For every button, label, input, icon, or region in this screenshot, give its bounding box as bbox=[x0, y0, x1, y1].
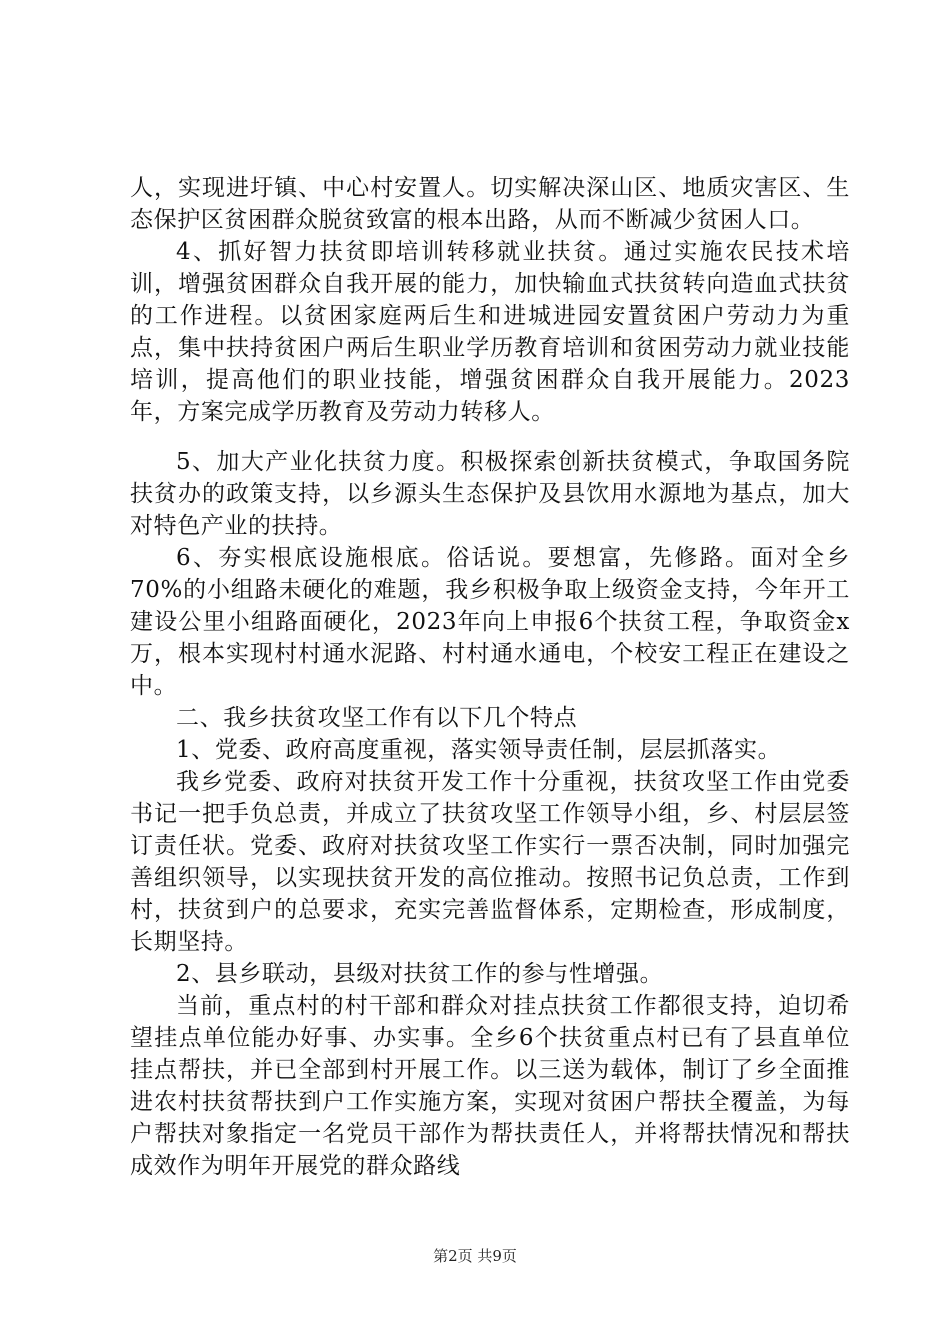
paragraph-gap bbox=[130, 428, 850, 446]
page-number-footer: 第2页 共9页 bbox=[433, 1247, 517, 1265]
feature-paragraph-1: 我乡党委、政府对扶贫开发工作十分重视，扶贫攻坚工作由党委书记一把手负总责，并成立了扶贫攻坚工作领导小组，乡、村层层签订责任状。党委、政府对扶贫攻坚工作实行一票否决制，同时加强完善组织领导，以实现扶贫开发的高位推动。按照书记负总责，工作到村，扶贫到户的总要求，充实完善监督体系，定期检查，形成制度，长期坚持。 bbox=[130, 769, 850, 955]
feature-heading-1: 1、党委、政府高度重视，落实领导责任制，层层抓落实。 bbox=[176, 737, 782, 763]
paragraph-item-6: 6、夯实根底设施根底。俗话说。要想富，先修路。面对全乡70%的小组路未硬化的难题，我乡积极争取上级资金支持，今年开工建设公里小组路面硬化，2023年向上申报6个扶贫工程，争取资金x万，根本实现村村通水泥路、村村通水通电，个校安工程正在建设之中。 bbox=[130, 545, 850, 699]
section-heading-2: 二、我乡扶贫攻坚工作有以下几个特点 bbox=[176, 705, 578, 731]
paragraph-item-4: 4、抓好智力扶贫即培训转移就业扶贫。通过实施农民技术培训，增强贫困群众自我开展的能力，加快输血式扶贫转向造血式扶贫的工作进程。以贫困家庭两后生和进城进园安置贫困户劳动力为重点，集中扶持贫困户两后生职业学历教育培训和贫困劳动力就业技能培训，提高他们的职业技能，增强贫困群众自我开展能力。2023年，方案完成学历教育及劳动力转移人。 bbox=[130, 239, 850, 425]
feature-paragraph-2: 当前，重点村的村干部和群众对挂点扶贫工作都很支持，迫切希望挂点单位能办好事、办实事。全乡6个扶贫重点村已有了县直单位挂点帮扶，并已全部到村开展工作。以三送为载体，制订了乡全面推进农村扶贫帮扶到户工作实施方案，实现对贫困户帮扶全覆盖，为每户帮扶对象指定一名党员干部作为帮扶责任人，并将帮扶情况和帮扶成效作为明年开展党的群众路线 bbox=[130, 993, 850, 1179]
feature-heading-2: 2、县乡联动，县级对扶贫工作的参与性增强。 bbox=[176, 961, 664, 987]
paragraph-continuation: 人，实现进圩镇、中心村安置人。切实解决深山区、地质灾害区、生态保护区贫困群众脱贫致富的根本出路，从而不断减少贫困人口。 bbox=[130, 175, 850, 233]
paragraph-item-5: 5、加大产业化扶贫力度。积极探索创新扶贫模式，争取国务院扶贫办的政策支持，以乡源头生态保护及县饮用水源地为基点，加大对特色产业的扶持。 bbox=[130, 449, 850, 539]
body-text bbox=[130, 172, 850, 1182]
